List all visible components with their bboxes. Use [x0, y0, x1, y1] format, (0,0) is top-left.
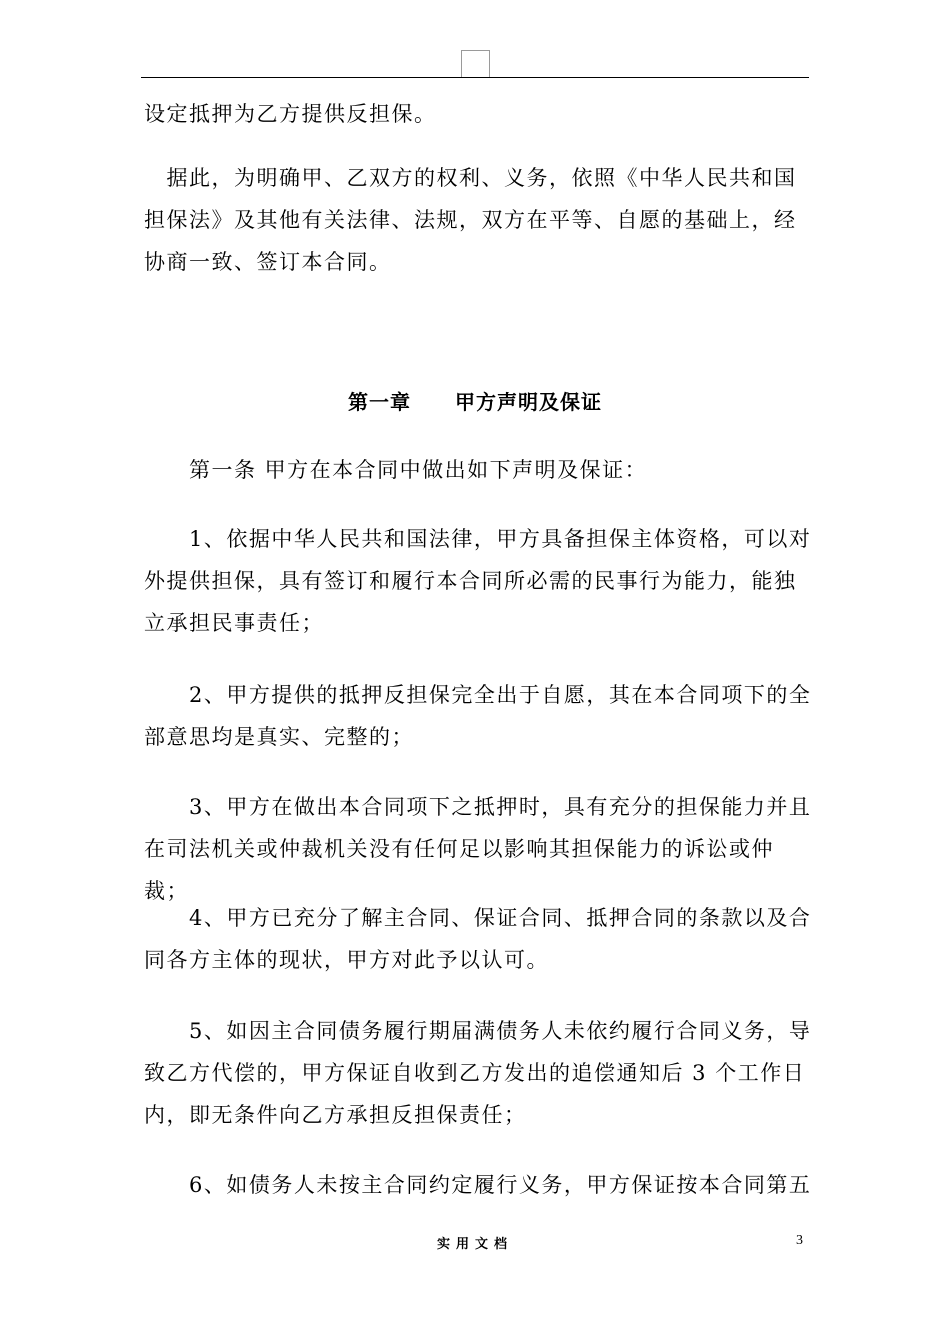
clause-5: 5、如因主合同债务履行期届满债务人未依约履行合同义务，导致乙方代偿的，甲方保证自收到乙方发出的追偿通知后 3 个工作日内，即无条件向乙方承担反担保责任； — [144, 1019, 812, 1127]
clause-1: 1、依据中华人民共和国法律，甲方具备担保主体资格，可以对外提供担保，具有签订和履行本合同所必需的民事行为能力，能独立承担民事责任； — [144, 527, 812, 635]
clause-2: 2、甲方提供的抵押反担保完全出于自愿，其在本合同项下的全部意思均是真实、完整的； — [144, 683, 812, 749]
chapter-number: 第一章 — [348, 390, 411, 414]
header-rule — [141, 77, 809, 78]
paragraph-preamble: 据此，为明确甲、乙双方的权利、义务，依照《中华人民共和国担保法》及其他有关法律、法规，双方在平等、自愿的基础上，经协商一致、签订本合同。 — [144, 166, 797, 274]
clause-6: 6、如债务人未按主合同约定履行义务，甲方保证按本合同第五 — [144, 1173, 812, 1197]
footer-label: 实用文档 — [436, 1237, 513, 1252]
paragraph-continuation: 设定抵押为乙方提供反担保。 — [144, 102, 437, 126]
header-box — [461, 50, 490, 78]
clause-3: 3、甲方在做出本合同项下之抵押时，具有充分的担保能力并且在司法机关或仲裁机关没有任何足以影响其担保能力的诉讼或仲裁； — [144, 795, 812, 903]
page-number: 3 — [796, 1233, 803, 1248]
chapter-heading — [0, 386, 950, 415]
article-1-intro: 第一条 甲方在本合同中做出如下声明及保证： — [144, 458, 648, 482]
chapter-title: 甲方声明及保证 — [455, 390, 602, 414]
clause-4: 4、甲方已充分了解主合同、保证合同、抵押合同的条款以及合同各方主体的现状，甲方对此予以认可。 — [144, 906, 812, 972]
